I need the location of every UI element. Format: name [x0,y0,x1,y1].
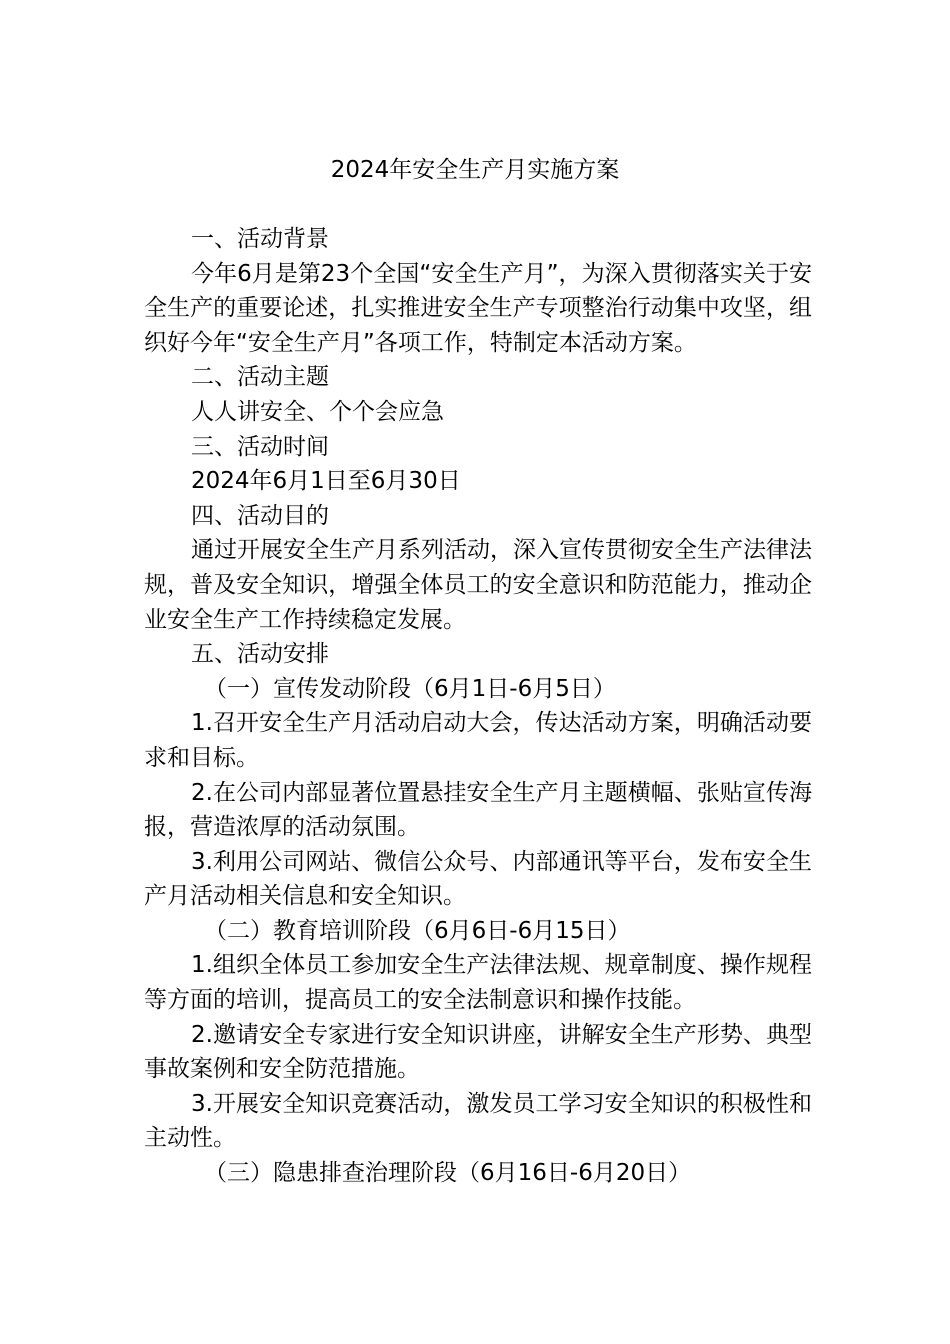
section-heading-time: 三、活动时间 [191,433,329,460]
paragraph-time: 2024年6月1日至6月30日 [191,468,461,495]
section-heading-arrangement: 五、活动安排 [191,641,329,668]
subsection-heading-publicity: （一）宣传发动阶段（6月1日-6月5日） [204,675,616,702]
list-item-publicity-2: 2.在公司内部显著位置悬挂安全生产月主题横幅、张贴宣传海报，营造浓厚的活动氛围。 [144,779,812,841]
section-heading-theme: 二、活动主题 [191,364,329,391]
list-item-publicity-1: 1.召开安全生产月活动启动大会，传达活动方案，明确活动要求和目标。 [144,710,812,771]
subsection-heading-training: （二）教育培训阶段（6月6日-6月15日） [204,917,631,944]
document-body [144,222,812,1191]
paragraph-purpose: 通过开展安全生产月系列活动，深入宣传贯彻安全生产法律法规，普及安全知识，增强全体员工的安全意识和防范能力，推动企业安全生产工作持续稳定发展。 [144,537,812,633]
document-title: 2024年安全生产月实施方案 [330,157,620,183]
paragraph-background: 今年6月是第23个全国“安全生产月”，为深入贯彻落实关于安全生产的重要论述，扎实推进安全生产专项整治行动集中攻坚，组织好今年“安全生产月”各项工作，特制定本活动方案。 [144,260,812,356]
section-heading-purpose: 四、活动目的 [191,502,329,529]
list-item-training-1: 1.组织全体员工参加安全生产法律法规、规章制度、操作规程等方面的培训，提高员工的安全法制意识和操作技能。 [144,952,812,1014]
list-item-publicity-3: 3.利用公司网站、微信公众号、内部通讯等平台，发布安全生产月活动相关信息和安全知识。 [144,848,812,910]
paragraph-theme: 人人讲安全、个个会应急 [191,398,444,425]
subsection-heading-inspection: （三）隐患排查治理阶段（6月16日-6月20日） [204,1160,692,1187]
list-item-training-2: 2.邀请安全专家进行安全知识讲座，讲解安全生产形势、典型事故案例和安全防范措施。 [144,1021,812,1083]
list-item-training-3: 3.开展安全知识竞赛活动，激发员工学习安全知识的积极性和主动性。 [144,1090,812,1152]
section-heading-background: 一、活动背景 [191,226,329,252]
